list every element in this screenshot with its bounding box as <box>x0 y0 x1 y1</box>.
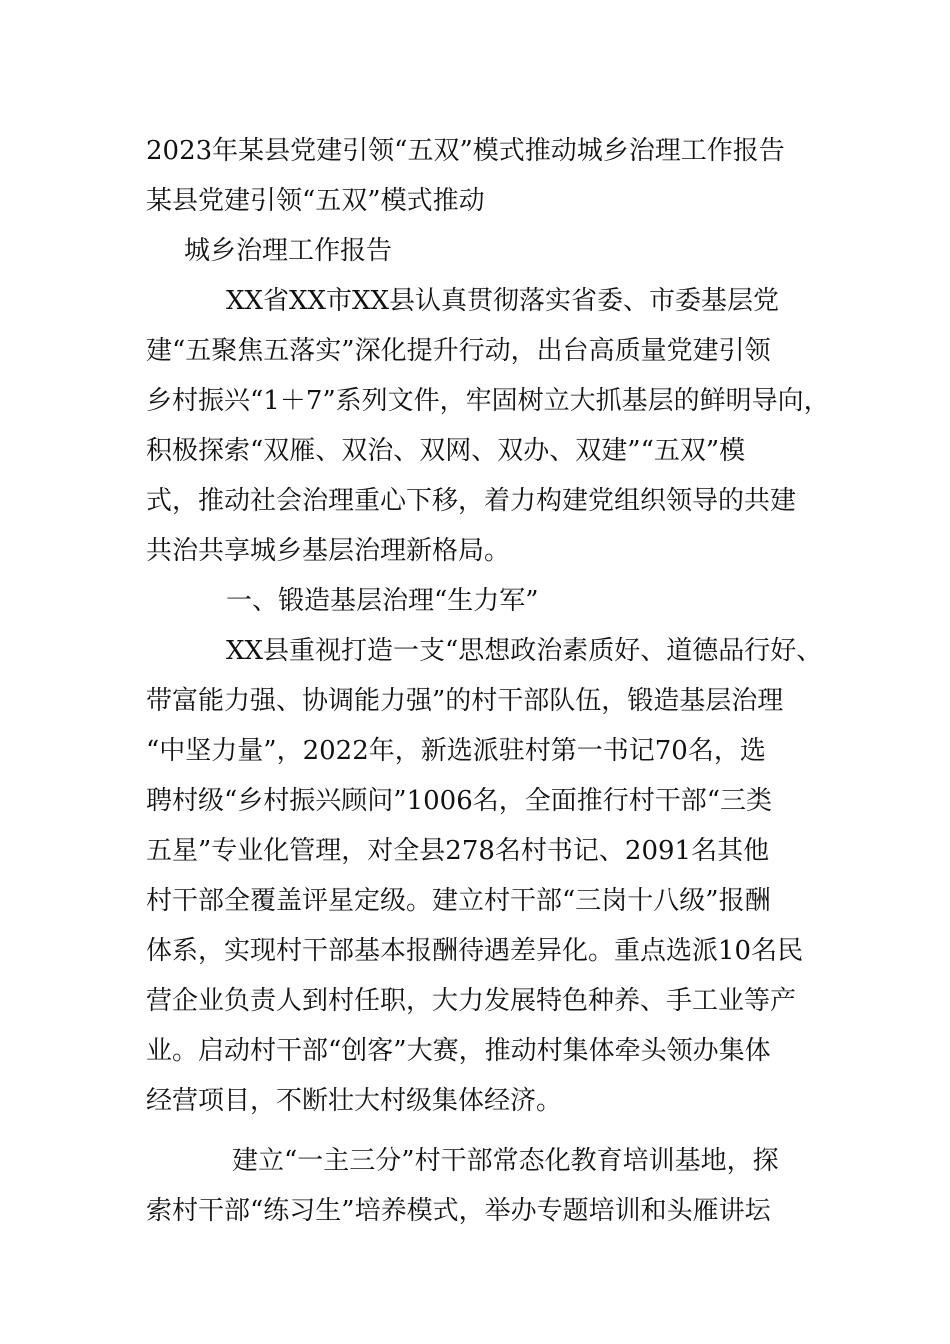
paragraph-line: 营企业负责人到村任职，大力发展特色种养、手工业等产 <box>146 986 797 1016</box>
paragraph-line: 经营项目，不断壮大村级集体经济。 <box>146 1086 563 1116</box>
paragraph-line: 积极探索“双雁、双治、双网、双办、双建”“五双”模 <box>146 436 746 466</box>
paragraph-line: 建立“一主三分”村干部常态化教育培训基地，探 <box>232 1146 779 1176</box>
paragraph-line: 式，推动社会治理重心下移，着力构建党组织领导的共建 <box>146 486 797 516</box>
paragraph-line: 乡村振兴“1＋7”系列文件，牢固树立大抓基层的鲜明导向， <box>146 386 830 416</box>
title-line-3: 城乡治理工作报告 <box>184 236 393 266</box>
paragraph-line: 建“五聚焦五落实”深化提升行动，出台高质量党建引领 <box>146 336 771 366</box>
paragraph-line: 聘村级“乡村振兴顾问”1006名，全面推行村干部“三类 <box>146 786 773 816</box>
title-line-2: 某县党建引领“五双”模式推动 <box>146 186 485 216</box>
paragraph-line: 五星”专业化管理，对全县278名村书记、2091名其他 <box>146 836 770 866</box>
paragraph-line: 共治共享城乡基层治理新格局。 <box>146 536 511 566</box>
paragraph-line: 索村干部“练习生”培养模式，举办专题培训和头雁讲坛 <box>146 1196 771 1226</box>
paragraph-line: 带富能力强、协调能力强”的村干部队伍，锻造基层治理 <box>146 686 784 716</box>
paragraph-line: 村干部全覆盖评星定级。建立村干部“三岗十八级”报酬 <box>146 886 771 916</box>
paragraph-line: XX省XX市XX县认真贯彻落实省委、市委基层党 <box>226 286 780 316</box>
paragraph-line: XX县重视打造一支“思想政治素质好、道德品行好、 <box>226 636 823 666</box>
paragraph-line: 业。启动村干部“创客”大赛，推动村集体牵头领办集体 <box>146 1036 771 1066</box>
title-line-1: 2023年某县党建引领“五双”模式推动城乡治理工作报告 <box>146 136 785 166</box>
paragraph-line: “中坚力量”，2022年，新选派驻村第一书记70名，选 <box>146 736 766 766</box>
paragraph-line: 体系，实现村干部基本报酬待遇差异化。重点选派10名民 <box>146 936 804 966</box>
section-heading: 一、锻造基层治理“生力军” <box>226 586 539 616</box>
